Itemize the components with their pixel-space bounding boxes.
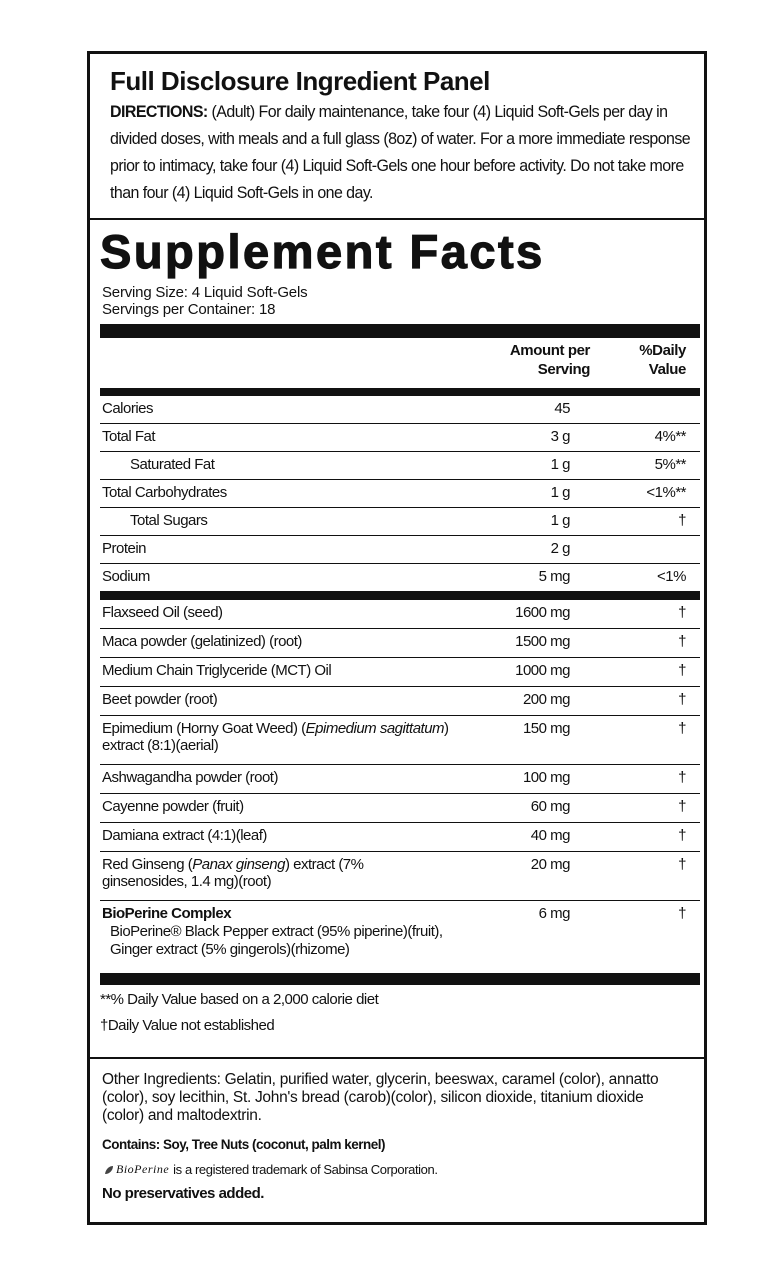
supplement-facts: [100, 224, 700, 1035]
row-name: Sodium: [102, 568, 150, 585]
footnote-daily-value: **% Daily Value based on a 2,000 calorie diet: [100, 991, 379, 1008]
divider-thick: [100, 324, 700, 338]
row-name: Maca powder (gelatinized) (root): [102, 633, 302, 650]
amount-header-line2: Serving: [537, 361, 590, 378]
row-amount: 150 mg: [522, 720, 570, 737]
row-name: Ashwagandha powder (root): [102, 769, 278, 786]
amount-header: [480, 341, 590, 379]
table-row: [100, 823, 700, 852]
serving-size: Serving Size: 4 Liquid Soft-Gels: [102, 284, 308, 301]
table-row: [100, 794, 700, 823]
amount-header-line1: Amount per: [509, 342, 590, 359]
row-dv: †: [678, 512, 686, 529]
row-name-line2: ginsenosides, 1.4 mg)(root): [102, 873, 272, 890]
trademark-text: is a registered trademark of Sabinsa Corporation.: [173, 1162, 438, 1177]
row-amount: 60 mg: [530, 798, 570, 815]
allergen-statement: Contains: Soy, Tree Nuts (coconut, palm kernel): [102, 1137, 386, 1152]
row-name: Medium Chain Triglyceride (MCT) Oil: [102, 662, 332, 679]
row-name: Total Fat: [102, 428, 156, 445]
row-amount: 1 g: [550, 456, 570, 473]
no-preservatives: No preservatives added.: [102, 1185, 264, 1202]
directions-title: Full Disclosure Ingredient Panel: [110, 66, 490, 96]
row-amount: 1000 mg: [515, 662, 570, 679]
row-name: Flaxseed Oil (seed): [102, 604, 223, 621]
row-name: Total Carbohydrates: [102, 484, 227, 501]
bioperine-logo: BioPerine: [104, 1162, 169, 1177]
other-ingredients-section: [90, 1057, 704, 1202]
row-dv: †: [678, 769, 686, 786]
bioperine-detail: [110, 923, 530, 959]
bioperine-detail-line2: Ginger extract (5% gingerols)(rhizome): [110, 941, 350, 958]
bioperine-row: [100, 901, 700, 973]
footnotes: [100, 991, 700, 1035]
dv-header-line2: Value: [648, 361, 686, 378]
column-header: [100, 338, 700, 396]
row-dv: <1%: [657, 568, 686, 585]
row-dv: †: [678, 720, 686, 737]
table-row: [100, 600, 700, 629]
row-amount: 40 mg: [530, 827, 570, 844]
row-amount: 6 mg: [538, 905, 570, 922]
row-dv: †: [678, 905, 686, 922]
supplement-facts-title: Supplement Facts: [100, 225, 545, 278]
table-row: [100, 629, 700, 658]
table-row: [100, 852, 700, 901]
row-name: Protein: [102, 540, 147, 557]
bioperine-name: BioPerine Complex: [102, 905, 232, 922]
row-amount: 20 mg: [530, 856, 570, 873]
row-name: Saturated Fat: [130, 456, 215, 473]
row-amount: 1 g: [550, 484, 570, 501]
directions-body: (Adult) For daily maintenance, take four (4) Liquid Soft-Gels per day in divided doses, with meals and a full glass (8oz) of water. For a more immediate response prior to intimacy, take four (4) Liquid Soft-Gels one hour before activity. Do not take more than four (4) Liquid Soft-Gels in one day.: [110, 102, 691, 202]
row-amount: 2 g: [550, 540, 570, 557]
divider-thick: [100, 591, 700, 600]
divider-thick: [100, 973, 700, 985]
row-amount: 45: [554, 400, 570, 417]
table-row: [100, 658, 700, 687]
row-name: [102, 720, 502, 754]
table-row: [100, 687, 700, 716]
table-row: [100, 452, 700, 480]
directions-label: DIRECTIONS:: [110, 102, 208, 121]
directions-text: [110, 98, 693, 206]
row-dv: 4%**: [654, 428, 686, 445]
row-amount: 5 mg: [538, 568, 570, 585]
nutrient-rows: [100, 396, 700, 591]
row-dv: †: [678, 604, 686, 621]
row-name-part: ) extract (7%: [284, 856, 364, 873]
row-dv: †: [678, 827, 686, 844]
row-name: [102, 856, 502, 890]
bioperine-detail-line1: BioPerine® Black Pepper extract (95% piperine)(fruit),: [110, 923, 443, 940]
table-row: [100, 564, 700, 591]
row-amount: 1500 mg: [515, 633, 570, 650]
table-row: [100, 424, 700, 452]
row-name: Beet powder (root): [102, 691, 218, 708]
row-dv: †: [678, 633, 686, 650]
table-row: [100, 480, 700, 508]
row-dv: †: [678, 691, 686, 708]
row-dv: <1%**: [646, 484, 686, 501]
row-dv: †: [678, 798, 686, 815]
daily-value-header: [606, 341, 686, 379]
directions-section: [90, 54, 704, 220]
row-name: Total Sugars: [130, 512, 208, 529]
row-name-part: ): [444, 720, 449, 737]
leaf-icon: [104, 1165, 114, 1175]
row-name: Calories: [102, 400, 154, 417]
ingredient-rows: [100, 600, 700, 973]
row-dv: †: [678, 662, 686, 679]
table-row: [100, 536, 700, 564]
row-name: Damiana extract (4:1)(leaf): [102, 827, 267, 844]
row-dv: †: [678, 856, 686, 873]
trademark-notice: [104, 1162, 704, 1177]
table-row: [100, 765, 700, 794]
row-name-latin: Epimedium sagittatum: [305, 720, 445, 737]
row-amount: 1 g: [550, 512, 570, 529]
table-row: [100, 396, 700, 424]
row-name: Cayenne powder (fruit): [102, 798, 244, 815]
row-amount: 100 mg: [522, 769, 570, 786]
row-dv: 5%**: [654, 456, 686, 473]
servings-per-container: Servings per Container: 18: [102, 301, 276, 318]
other-ingredients: Other Ingredients: Gelatin, purified water, glycerin, beeswax, caramel (color), annatto (color), soy lecithin, St. John's bread (carob)(color), silicon dioxide, titanium dioxide (color) and maltodextrin.: [102, 1071, 659, 1124]
ingredient-panel: [87, 51, 707, 1225]
footnote-not-established: †Daily Value not established: [100, 1017, 275, 1034]
table-row: [100, 716, 700, 765]
row-amount: 3 g: [550, 428, 570, 445]
row-name-line2: extract (8:1)(aerial): [102, 737, 219, 754]
row-amount: 1600 mg: [515, 604, 570, 621]
row-name-part: Epimedium (Horny Goat Weed) (: [102, 720, 306, 737]
row-name-part: Red Ginseng (: [102, 856, 193, 873]
table-row: [100, 508, 700, 536]
row-name-latin: Panax ginseng: [192, 856, 285, 873]
row-amount: 200 mg: [522, 691, 570, 708]
dv-header-line1: %Daily: [639, 342, 686, 359]
